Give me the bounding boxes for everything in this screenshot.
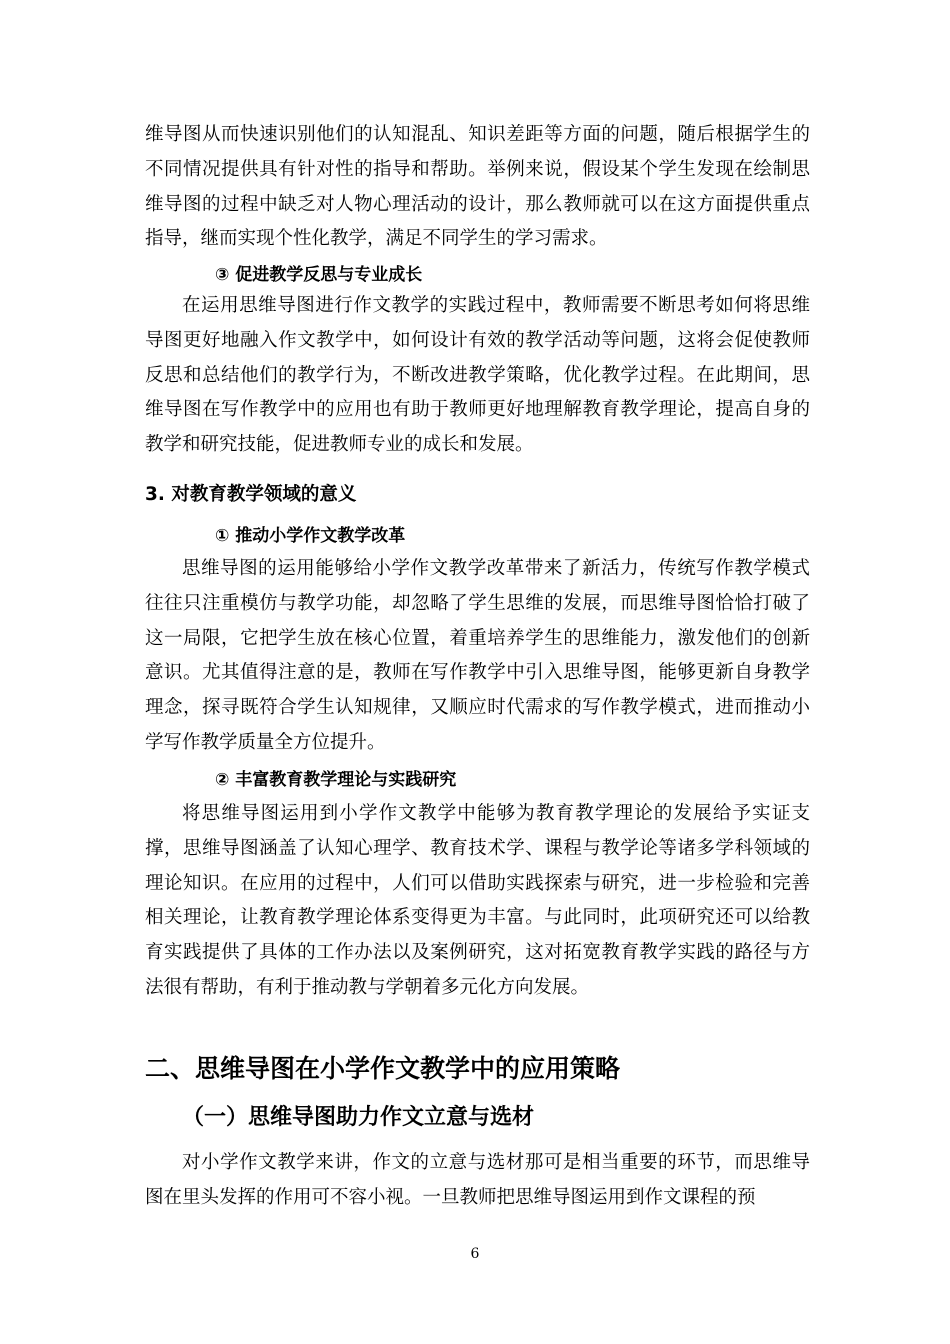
paragraph-teacher-reflection: 在运用思维导图进行作文教学的实践过程中，教师需要不断思考如何将思维导图更好地融入作文教学中，如何设计有效的教学活动等问题，这将会促使教师反思和总结他们的教学行为，不断改进教学策略，优化教学过程。在此期间，思维导图在写作教学中的应用也有助于教师更好地理解教育教学理论，提高自身的教学和研究技能，促进教师专业的成长和发展。 [145, 295, 810, 456]
paragraph-theory-practice: 将思维导图运用到小学作文教学中能够为教育教学理论的发展给予实证支撑，思维导图涵盖了认知心理学、教育技术学、课程与教学论等诸多学科领域的理论知识。在应用的过程中，人们可以借助实践探索与研究，进一步检验和完善相关理论，让教育教学理论体系变得更为丰富。与此同时，此项研究还可以给教育实践提供了具体的工作办法以及案例研究，这对拓宽教育教学实践的路径与方法很有帮助，有利于推动教与学朝着多元化方向发展。 [145, 803, 810, 998]
page-number: 6 [470, 1246, 480, 1262]
heading-education-significance: 3. 对教育教学领域的意义 [145, 484, 357, 505]
subheading-theory-practice: ② 丰富教育教学理论与实践研究 [215, 770, 457, 790]
chapter-heading-application-strategies: 二、思维导图在小学作文教学中的应用策略 [145, 1054, 621, 1083]
section-heading-topic-selection: （一）思维导图助力作文立意与选材 [182, 1105, 535, 1130]
paragraph-individualized-guidance: 维导图从而快速识别他们的认知混乱、知识差距等方面的问题，随后根据学生的不同情况提供具有针对性的指导和帮助。举例来说，假设某个学生发现在绘制思维导图的过程中缺乏对人物心理活动的设计，那么教师就可以在这方面提供重点指导，继而实现个性化教学，满足不同学生的学习需求。 [145, 124, 810, 250]
paragraph-writing-reform: 思维导图的运用能够给小学作文教学改革带来了新活力，传统写作教学模式往往只注重模仿与教学功能，却忽略了学生思维的发展，而思维导图恰恰打破了这一局限，它把学生放在核心位置，着重培养学生的思维能力，激发他们的创新意识。尤其值得注意的是，教师在写作教学中引入思维导图，能够更新自身教学理念，探寻既符合学生认知规律，又顺应时代需求的写作教学模式，进而推动小学写作教学质量全方位提升。 [145, 558, 810, 753]
subheading-teaching-reflection: ③ 促进教学反思与专业成长 [215, 265, 423, 285]
subheading-writing-reform: ① 推动小学作文教学改革 [215, 526, 406, 546]
paragraph-topic-selection: 对小学作文教学来讲，作文的立意与选材那可是相当重要的环节，而思维导图在里头发挥的作用可不容小视。一旦教师把思维导图运用到作文课程的预 [145, 1152, 810, 1208]
